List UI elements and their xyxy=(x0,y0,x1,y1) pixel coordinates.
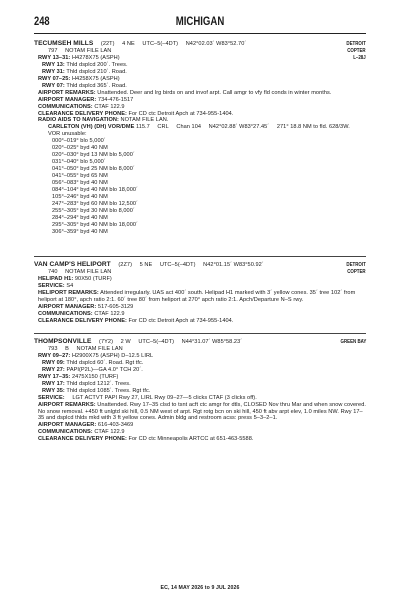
airport-utc: UTC–5(–4DT) xyxy=(142,41,179,47)
airport-heading xyxy=(34,339,366,346)
vor-unusable-item: 247°–283° byd 60 NM blo 12,500´ xyxy=(52,200,138,207)
notam-file: NOTAM FILE LAN xyxy=(76,345,123,352)
helipad-line: HELIPAD H1: 90X50 (TURF) xyxy=(38,275,112,282)
clearance-line: CLEARANCE DELIVERY PHONE: For CD ctc Minneapolis ARTCC at 651-463-5588. xyxy=(38,436,254,443)
manager-line: AIRPORT MANAGER: 616-403-3469 xyxy=(38,422,134,429)
airport-name: THOMPSONVILLE xyxy=(34,338,92,345)
runway-line: RWY 07–25: H4258X75 (ASPH) xyxy=(38,75,120,82)
airport-location: 2 W xyxy=(120,339,131,345)
airport-elevation: 797 xyxy=(48,47,58,54)
communications-line: COMMUNICATIONS: CTAF 122.9 xyxy=(38,310,125,317)
notam-file: NOTAM FILE LAN xyxy=(65,47,112,54)
region-label: GREEN BAY xyxy=(340,339,366,345)
airport-coords: N42°02.03´ W83°52.70´ xyxy=(185,41,247,47)
manager-line: AIRPORT MANAGER: 517-605-3129 xyxy=(38,303,134,310)
service-line: SERVICE: S4 xyxy=(38,282,74,289)
vor-unusable-item: 306°–359° byd 40 NM xyxy=(52,228,108,235)
vor-unusable-item: 084°–104° byd 40 NM blo 18,000´ xyxy=(52,187,138,194)
airport-utc: UTC–5(–4DT) xyxy=(138,339,174,345)
airport-location: 4 NE xyxy=(122,41,135,47)
communications-line: COMMUNICATIONS: CTAF 122.9 xyxy=(38,429,125,436)
vor-unusable-heading: VOR unusable: xyxy=(48,131,87,138)
vor-unusable-item: 255°–305° byd 30 NM blo 8,000´ xyxy=(52,207,135,214)
radio-aids-line: RADIO AIDS TO NAVIGATION: NOTAM FILE LAN. xyxy=(38,117,169,124)
airport-elevation: 740 xyxy=(48,268,58,275)
runway-line: RWY 17–35: 2475X150 (TURF) xyxy=(38,373,119,380)
runway-end-line: RWY 31: Thld dsplcd 210´. Road. xyxy=(42,68,127,75)
runway-end-line: RWY 27: PAPI(P2L)—GA 4.0° TCH 20´. xyxy=(42,366,143,373)
chart-label: COPTER xyxy=(347,47,366,54)
airport-entry-thompsonville xyxy=(34,339,366,443)
airport-location: 5 NE xyxy=(139,262,153,268)
region-label: DETROIT xyxy=(346,262,366,268)
airport-utc: UTC–5(–4DT) xyxy=(159,262,196,268)
page-number: 248 xyxy=(34,14,50,28)
chart-label: COPTER xyxy=(347,268,366,275)
elevation-line xyxy=(34,48,366,55)
notam-file: NOTAM FILE LAN xyxy=(65,268,112,275)
chart-label-2: L–28J xyxy=(353,54,366,61)
vor-unusable-item: 041°–050° byd 25 NM blo 8,000´ xyxy=(52,166,135,173)
airport-entry-tecumseh xyxy=(34,41,366,236)
region-label: DETROIT xyxy=(346,41,366,47)
airport-elevation: 793 xyxy=(48,345,58,352)
airport-heading xyxy=(34,262,366,269)
airport-coords: N44°31.07´ W85°58.23´ xyxy=(181,339,243,345)
airport-name: VAN CAMP'S HELIPORT xyxy=(34,261,111,268)
elevation-line xyxy=(34,346,366,353)
runway-end-line: RWY 07: Thld dsplcd 365´. Road. xyxy=(42,82,127,89)
vor-unusable-item: 031°–040° blo 5,000´ xyxy=(52,159,106,166)
remarks-line: AIRPORT REMARKS: Unattended. Rwy 17–35 clsd to tsnt acft ctc amgr for dtls, CLOSED Nov thru Mar and when snow covered. No snow removal. +450 ft unlgtd ski hill, 0.5 NM west of arpt. Rgt rotg bcn on ski hill, 450 ft abv arpt elev, 1.0 miles NW. Rwy 17–35 and dsplcd thlds mkd with 3 ft yellow cones. Admin bldg and restroom acss: press 5–3–2–1. xyxy=(38,401,366,422)
runway-end-line: RWY 17: Thld dsplcd 1212´. Trees. xyxy=(42,380,131,387)
airport-ident: (7Y2) xyxy=(99,339,113,345)
runway-line: RWY 13–31: H4278X75 (ASPH) xyxy=(38,54,120,61)
airport-ident: (22T) xyxy=(100,41,115,47)
clearance-line: CLEARANCE DELIVERY PHONE: For CD ctc Detroit Apch at 734-955-1404. xyxy=(38,110,234,117)
communications-line: COMMUNICATIONS: CTAF 122.9 xyxy=(38,103,125,110)
page-header xyxy=(34,14,366,30)
vor-unusable-item: 020°–025° byd 40 NM xyxy=(52,145,108,152)
entry-divider xyxy=(34,333,366,334)
page-footer: EC, 14 MAY 2026 to 9 JUL 2026 xyxy=(160,585,240,591)
airport-coords: N42°01.15´ W83°50.92´ xyxy=(203,262,264,268)
vor-unusable-item: 020°–030° byd 13 NM blo 5,000´ xyxy=(52,152,135,159)
vor-unusable-item: 000°–019° blo 5,000´ xyxy=(52,138,106,145)
vor-unusable-item: 056°–083° byd 40 NM xyxy=(52,180,108,187)
runway-end-line: RWY 13: Thld dsplcd 200´. Trees. xyxy=(42,61,128,68)
vor-unusable-item: 105°–246° byd 40 NM xyxy=(52,193,108,200)
runway-line: RWY 09–27: H2900X75 (ASPH) D–12.5 LIRL xyxy=(38,352,154,359)
elevation-line xyxy=(34,269,366,276)
remarks-line: HELIPORT REMARKS: Attended irregularly. UAS act 400´ south. Helipad H1 marked with 3´ yellow cones. 35´ tree 102´ from heliport at 180°, apch ratio 2:1. 60´ tree 80´ from heliport at 270° apch ratio 2:1. Apch/Departure N–S rwy. xyxy=(38,289,356,303)
fuel-type: B xyxy=(65,345,69,352)
service-line: SERVICE: LGT ACTVT PAPI Rwy 27, LIRL Rwy 09–27—5 clicks CTAF (3 clicks off). xyxy=(38,394,257,401)
airport-ident: (2Z7) xyxy=(118,262,132,268)
airport-entry-vancamp xyxy=(34,262,366,325)
runway-end-line: RWY 09: Thld dsplcd 60´. Road. Rgt tfc. xyxy=(42,359,144,366)
runway-end-line: RWY 35: Thld dsplcd 1085´. Trees. Rgt tfc. xyxy=(42,387,151,394)
header-rule xyxy=(34,33,366,34)
vor-unusable-item: 284°–294° byd 40 NM xyxy=(52,214,108,221)
vor-line: CARLETON (VH) (DH) VOR/DME 115.7 CRL Chan 104 N42°02.88´ W83°27.45´ 271° 18.8 NM to fld. 628/3W. xyxy=(48,124,350,131)
airport-heading xyxy=(34,41,366,48)
vor-unusable-item: 041°–055° byd 65 NM xyxy=(52,173,108,180)
clearance-line: CLEARANCE DELIVERY PHONE: For CD ctc Detroit Apch at 734-955-1404. xyxy=(38,317,234,324)
airport-name: TECUMSEH MILLS xyxy=(34,40,94,47)
entry-divider xyxy=(34,256,366,257)
vor-unusable-item: 295°–305° byd 40 NM blo 18,000´ xyxy=(52,221,138,228)
remarks-line: AIRPORT REMARKS: Unattended. Deer and lrg birds on and invof arpt. Call amgr to vfy fld conds in winter months. xyxy=(38,89,332,96)
manager-line: AIRPORT MANAGER: 734-476-1517 xyxy=(38,96,134,103)
state-title: MICHIGAN xyxy=(175,14,225,28)
